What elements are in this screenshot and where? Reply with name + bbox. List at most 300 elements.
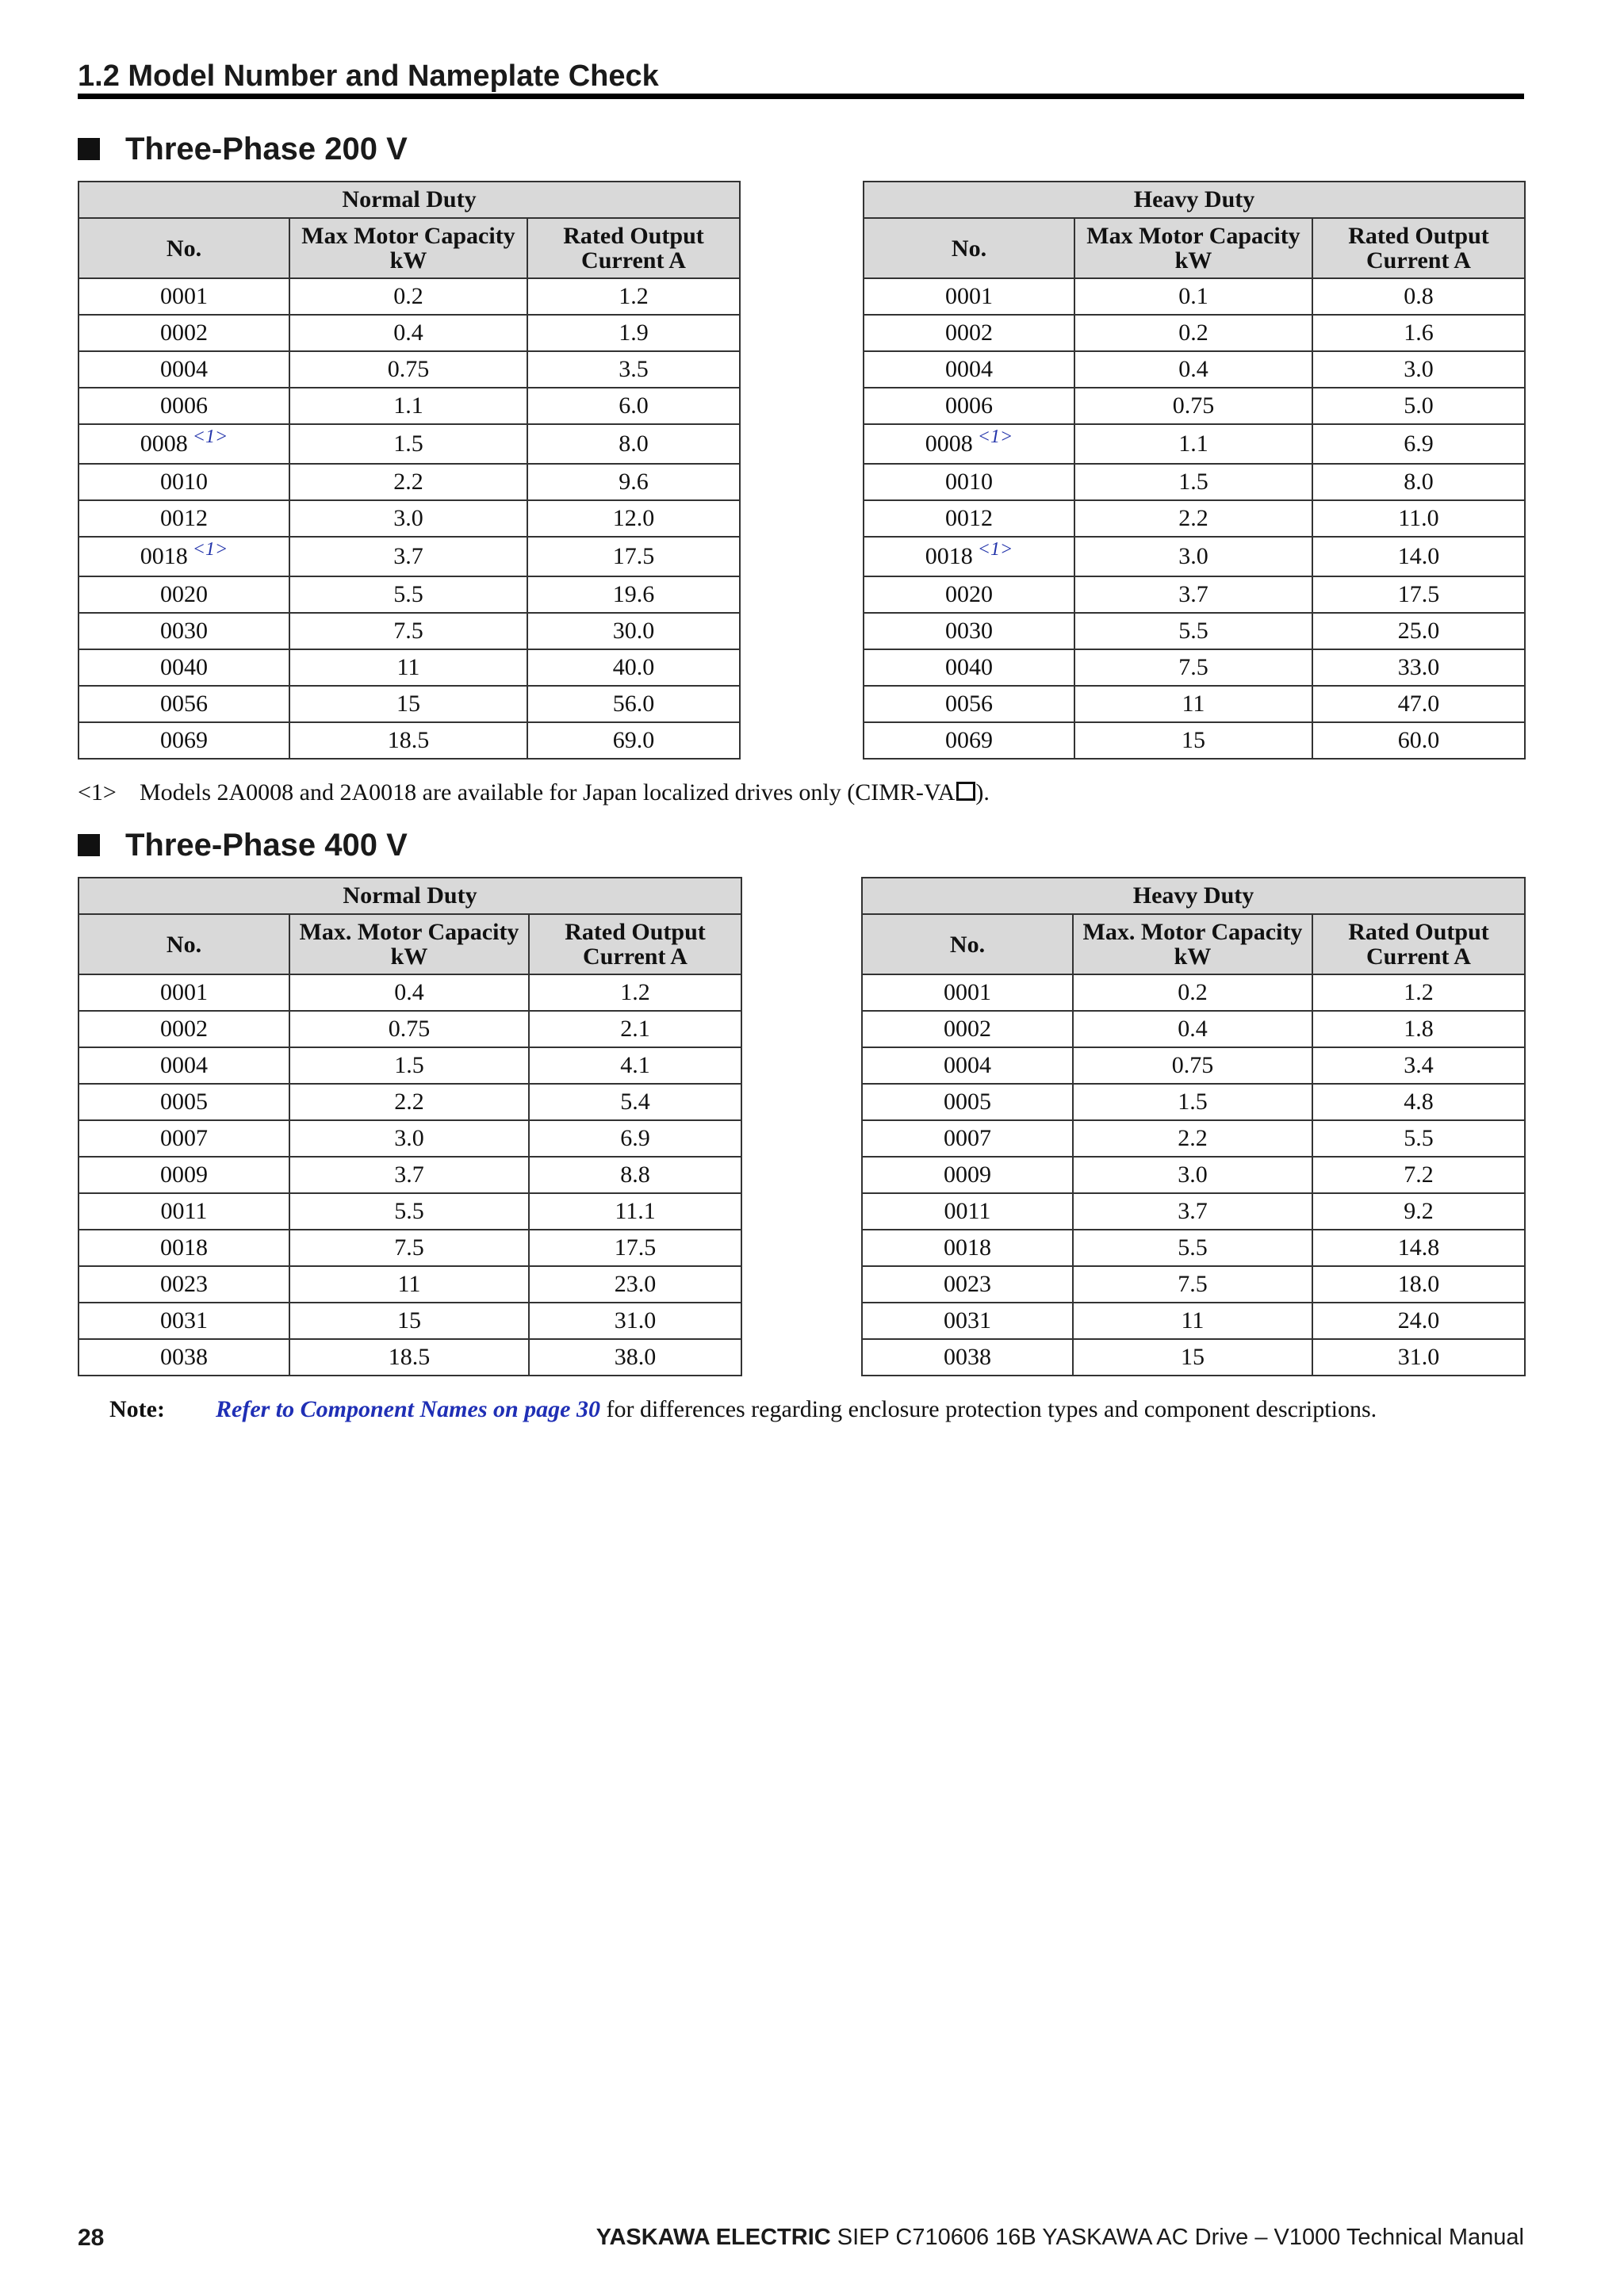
cell-model-no [864, 424, 1074, 464]
cell-current-a: 1.2 [527, 278, 740, 315]
cell-capacity-kw: 0.75 [1073, 1047, 1312, 1084]
model-no-text: 0004 [160, 1052, 208, 1078]
cell-capacity-kw: 0.75 [1074, 388, 1312, 424]
cell-capacity-kw: 11 [289, 1266, 529, 1303]
cell-capacity-kw: 0.1 [1074, 278, 1312, 315]
cell-model-no [864, 464, 1074, 500]
cell-current-a: 30.0 [527, 613, 740, 649]
table-row [864, 424, 1525, 464]
footnote-ref-link[interactable]: <1> [977, 427, 1013, 447]
footer-doc-info [596, 2225, 1524, 2251]
table-row [862, 1193, 1525, 1230]
table-row [864, 500, 1525, 537]
footnote-suffix: ). [975, 779, 990, 806]
component-names-link[interactable]: Refer to Component Names on page 30 [216, 1396, 600, 1422]
cell-capacity-kw: 15 [289, 1303, 529, 1339]
col-header-no: No. [79, 218, 289, 278]
table-row [79, 1303, 741, 1339]
cell-capacity-kw: 3.0 [1073, 1157, 1312, 1193]
cell-capacity-kw: 2.2 [1073, 1120, 1312, 1157]
model-no-text: 0005 [160, 1089, 208, 1115]
model-no-text: 0006 [160, 392, 208, 419]
cell-capacity-kw: 1.5 [1074, 464, 1312, 500]
footnote-ref-link[interactable]: <1> [192, 427, 228, 447]
table-row [79, 388, 740, 424]
table-row [864, 686, 1525, 722]
table-400v-heavy-duty [861, 877, 1526, 1376]
col-header-capacity-line1: Max Motor Capacity [1086, 223, 1300, 249]
col-header-capacity [1073, 914, 1312, 974]
model-no-text: 0040 [160, 654, 208, 680]
cell-capacity-kw: 1.1 [1074, 424, 1312, 464]
cell-capacity-kw: 2.2 [289, 464, 527, 500]
footnote-ref-link[interactable]: <1> [977, 539, 1013, 560]
model-no-text: 0009 [944, 1161, 991, 1188]
square-bullet-icon [78, 834, 100, 856]
cell-capacity-kw: 0.75 [289, 1011, 529, 1047]
cell-capacity-kw: 3.7 [289, 537, 527, 576]
col-header-current-line1: Rated Output [565, 919, 706, 945]
cell-current-a: 38.0 [529, 1339, 741, 1376]
model-no-text: 0010 [945, 469, 993, 495]
footnote-mark: <1> [78, 779, 117, 806]
cell-model-no [79, 722, 289, 759]
table-row [862, 1266, 1525, 1303]
table-row [79, 278, 740, 315]
cell-current-a: 8.0 [527, 424, 740, 464]
cell-model-no [864, 278, 1074, 315]
table-row [864, 351, 1525, 388]
cell-capacity-kw: 5.5 [1073, 1230, 1312, 1266]
table-row [864, 278, 1525, 315]
cell-current-a: 8.0 [1312, 464, 1525, 500]
cell-current-a: 60.0 [1312, 722, 1525, 759]
cell-model-no [79, 613, 289, 649]
cell-capacity-kw: 5.5 [1074, 613, 1312, 649]
model-no-text: 0031 [944, 1307, 991, 1334]
cell-model-no [79, 576, 289, 613]
cell-model-no [79, 500, 289, 537]
model-no-text: 0008 [925, 430, 973, 457]
table-row [79, 1193, 741, 1230]
model-no-text: 0020 [945, 581, 993, 607]
table-row [79, 1084, 741, 1120]
cell-capacity-kw: 0.2 [1074, 315, 1312, 351]
model-no-text: 0012 [945, 505, 993, 531]
cell-capacity-kw: 7.5 [1074, 649, 1312, 686]
col-header-no: No. [864, 218, 1074, 278]
section-rule [78, 94, 1524, 99]
table-row [79, 315, 740, 351]
cell-capacity-kw: 15 [1073, 1339, 1312, 1376]
cell-capacity-kw: 3.7 [1073, 1193, 1312, 1230]
table-row [864, 576, 1525, 613]
table-row [79, 424, 740, 464]
cell-model-no [862, 1011, 1073, 1047]
note [109, 1394, 1377, 1425]
duty-group-header: Normal Duty [79, 182, 740, 218]
square-bullet-icon [78, 138, 100, 160]
model-no-text: 0002 [160, 320, 208, 346]
col-header-current [527, 218, 740, 278]
col-header-capacity-line2: kW [1174, 943, 1212, 970]
cell-model-no [79, 1193, 289, 1230]
col-header-capacity-line2: kW [390, 943, 428, 970]
cell-model-no [862, 1303, 1073, 1339]
table-row [862, 1230, 1525, 1266]
model-no-text: 0012 [160, 505, 208, 531]
model-no-text: 0069 [945, 727, 993, 753]
cell-capacity-kw: 0.4 [1073, 1011, 1312, 1047]
model-no-text: 0004 [160, 356, 208, 382]
model-no-text: 0002 [944, 1016, 991, 1042]
model-no-text: 0023 [160, 1271, 208, 1297]
table-row [79, 1011, 741, 1047]
table-200v-normal-duty [78, 181, 741, 760]
cell-model-no [864, 537, 1074, 576]
model-no-text: 0040 [945, 654, 993, 680]
cell-current-a: 4.1 [529, 1047, 741, 1084]
cell-model-no [862, 1157, 1073, 1193]
cell-capacity-kw: 15 [289, 686, 527, 722]
model-no-text: 0030 [945, 618, 993, 644]
cell-current-a: 17.5 [529, 1230, 741, 1266]
cell-model-no [864, 722, 1074, 759]
col-header-current-line2: Current A [581, 247, 686, 274]
cell-current-a: 1.2 [529, 974, 741, 1011]
cell-capacity-kw: 5.5 [289, 1193, 529, 1230]
cell-current-a: 5.5 [1312, 1120, 1525, 1157]
cell-current-a: 11.1 [529, 1193, 741, 1230]
col-header-capacity-line2: kW [1174, 247, 1212, 274]
model-no-text: 0005 [944, 1089, 991, 1115]
cell-current-a: 69.0 [527, 722, 740, 759]
cell-model-no [864, 613, 1074, 649]
model-no-text: 0018 [160, 1234, 208, 1261]
table-row [79, 351, 740, 388]
cell-capacity-kw: 0.2 [289, 278, 527, 315]
col-header-current-line2: Current A [583, 943, 688, 970]
cell-model-no [79, 537, 289, 576]
table-row [79, 1339, 741, 1376]
cell-current-a: 12.0 [527, 500, 740, 537]
cell-current-a: 1.2 [1312, 974, 1525, 1011]
cell-capacity-kw: 0.2 [1073, 974, 1312, 1011]
cell-model-no [79, 1084, 289, 1120]
model-no-text: 0011 [944, 1198, 991, 1224]
column-header-row [864, 218, 1525, 278]
cell-model-no [79, 1230, 289, 1266]
col-header-capacity-line1: Max Motor Capacity [301, 223, 515, 249]
model-no-text: 0007 [944, 1125, 991, 1151]
cell-current-a: 25.0 [1312, 613, 1525, 649]
table-row [862, 1339, 1525, 1376]
cell-model-no [79, 1266, 289, 1303]
group-header-row [79, 182, 740, 218]
col-header-capacity [1074, 218, 1312, 278]
footer-brand: YASKAWA ELECTRIC [596, 2225, 831, 2250]
cell-current-a: 19.6 [527, 576, 740, 613]
cell-capacity-kw: 1.5 [289, 1047, 529, 1084]
heading-400v [78, 826, 408, 864]
cell-model-no [79, 974, 289, 1011]
cell-current-a: 9.2 [1312, 1193, 1525, 1230]
cell-current-a: 2.1 [529, 1011, 741, 1047]
cell-capacity-kw: 3.7 [289, 1157, 529, 1193]
col-header-no: No. [79, 914, 289, 974]
cell-current-a: 40.0 [527, 649, 740, 686]
cell-model-no [79, 351, 289, 388]
cell-model-no [79, 1011, 289, 1047]
cell-capacity-kw: 5.5 [289, 576, 527, 613]
table-row [79, 1120, 741, 1157]
cell-capacity-kw: 7.5 [289, 613, 527, 649]
model-no-text: 0001 [944, 979, 991, 1005]
cell-model-no [862, 1084, 1073, 1120]
cell-model-no [79, 1120, 289, 1157]
cell-capacity-kw: 1.5 [289, 424, 527, 464]
model-no-text: 0030 [160, 618, 208, 644]
cell-model-no [79, 649, 289, 686]
col-header-capacity-line1: Max. Motor Capacity [1082, 919, 1303, 945]
cell-model-no [862, 1266, 1073, 1303]
table-row [862, 974, 1525, 1011]
footnote-ref-link[interactable]: <1> [192, 539, 228, 560]
col-header-current [1312, 914, 1525, 974]
cell-capacity-kw: 0.4 [289, 974, 529, 1011]
table-row [862, 1120, 1525, 1157]
table-200v-heavy-duty [863, 181, 1526, 760]
cell-capacity-kw: 7.5 [289, 1230, 529, 1266]
cell-capacity-kw: 7.5 [1073, 1266, 1312, 1303]
cell-capacity-kw: 0.4 [289, 315, 527, 351]
table-row [79, 686, 740, 722]
cell-current-a: 1.6 [1312, 315, 1525, 351]
cell-model-no [864, 351, 1074, 388]
cell-current-a: 0.8 [1312, 278, 1525, 315]
model-no-text: 0018 [140, 543, 188, 569]
cell-current-a: 17.5 [1312, 576, 1525, 613]
table-row [79, 537, 740, 576]
cell-capacity-kw: 0.4 [1074, 351, 1312, 388]
col-header-current-line1: Rated Output [1348, 223, 1489, 249]
col-header-capacity-line2: kW [389, 247, 427, 274]
cell-current-a: 17.5 [527, 537, 740, 576]
cell-model-no [864, 649, 1074, 686]
cell-current-a: 56.0 [527, 686, 740, 722]
model-no-text: 0056 [160, 691, 208, 717]
cell-model-no [862, 1193, 1073, 1230]
footer-doc-title: SIEP C710606 16B YASKAWA AC Drive – V1000 Technical Manual [830, 2225, 1524, 2250]
table-row [864, 649, 1525, 686]
cell-model-no [864, 315, 1074, 351]
box-placeholder-icon [956, 782, 975, 801]
table-row [79, 974, 741, 1011]
model-no-text: 0002 [160, 1016, 208, 1042]
cell-current-a: 1.9 [527, 315, 740, 351]
table-row [79, 613, 740, 649]
cell-model-no [79, 1303, 289, 1339]
table-row [79, 500, 740, 537]
model-no-text: 0038 [160, 1344, 208, 1370]
model-no-text: 0038 [944, 1344, 991, 1370]
cell-capacity-kw: 11 [1073, 1303, 1312, 1339]
cell-current-a: 6.0 [527, 388, 740, 424]
table-row [79, 464, 740, 500]
table-400v-normal-duty [78, 877, 742, 1376]
model-no-text: 0020 [160, 581, 208, 607]
cell-current-a: 1.8 [1312, 1011, 1525, 1047]
cell-current-a: 7.2 [1312, 1157, 1525, 1193]
heading-200v-text: Three-Phase 200 V [125, 132, 408, 166]
col-header-capacity [289, 914, 529, 974]
cell-model-no [79, 388, 289, 424]
col-header-current-line1: Rated Output [1348, 919, 1489, 945]
table-row [862, 1047, 1525, 1084]
table-row [79, 576, 740, 613]
cell-current-a: 14.8 [1312, 1230, 1525, 1266]
cell-model-no [864, 686, 1074, 722]
cell-current-a: 31.0 [1312, 1339, 1525, 1376]
cell-capacity-kw: 1.5 [1073, 1084, 1312, 1120]
cell-capacity-kw: 2.2 [289, 1084, 529, 1120]
group-header-row [862, 878, 1525, 914]
cell-model-no [864, 388, 1074, 424]
col-header-capacity [289, 218, 527, 278]
column-header-row [79, 218, 740, 278]
note-label: Note: [109, 1396, 165, 1422]
duty-group-header: Normal Duty [79, 878, 741, 914]
table-row [864, 315, 1525, 351]
column-header-row [862, 914, 1525, 974]
cell-current-a: 3.5 [527, 351, 740, 388]
table-row [864, 388, 1525, 424]
group-header-row [864, 182, 1525, 218]
cell-current-a: 47.0 [1312, 686, 1525, 722]
cell-model-no [862, 1230, 1073, 1266]
table-row [864, 464, 1525, 500]
cell-model-no [862, 974, 1073, 1011]
model-no-text: 0006 [945, 392, 993, 419]
cell-current-a: 5.4 [529, 1084, 741, 1120]
cell-current-a: 4.8 [1312, 1084, 1525, 1120]
cell-capacity-kw: 18.5 [289, 722, 527, 759]
page-number: 28 [78, 2225, 105, 2251]
model-no-text: 0018 [944, 1234, 991, 1261]
model-no-text: 0004 [945, 356, 993, 382]
cell-current-a: 9.6 [527, 464, 740, 500]
model-no-text: 0001 [160, 979, 208, 1005]
model-no-text: 0008 [140, 430, 188, 457]
cell-current-a: 6.9 [1312, 424, 1525, 464]
model-no-text: 0007 [160, 1125, 208, 1151]
cell-model-no [79, 278, 289, 315]
col-header-current [1312, 218, 1525, 278]
col-header-capacity-line1: Max. Motor Capacity [299, 919, 519, 945]
model-no-text: 0001 [160, 283, 208, 309]
cell-model-no [79, 315, 289, 351]
table-row [79, 722, 740, 759]
model-no-text: 0010 [160, 469, 208, 495]
duty-group-header: Heavy Duty [862, 878, 1525, 914]
table-row [79, 1266, 741, 1303]
cell-capacity-kw: 3.0 [289, 500, 527, 537]
cell-model-no [79, 686, 289, 722]
model-no-text: 0023 [944, 1271, 991, 1297]
table-row [862, 1084, 1525, 1120]
note-text: for differences regarding enclosure protection types and component descriptions. [600, 1396, 1377, 1422]
cell-current-a: 8.8 [529, 1157, 741, 1193]
table-row [864, 722, 1525, 759]
cell-model-no [79, 424, 289, 464]
model-no-text: 0002 [945, 320, 993, 346]
cell-model-no [79, 1157, 289, 1193]
model-no-text: 0069 [160, 727, 208, 753]
cell-current-a: 24.0 [1312, 1303, 1525, 1339]
cell-capacity-kw: 11 [1074, 686, 1312, 722]
cell-capacity-kw: 15 [1074, 722, 1312, 759]
duty-group-header: Heavy Duty [864, 182, 1525, 218]
section-title: 1.2 Model Number and Nameplate Check [78, 59, 659, 93]
model-no-text: 0018 [925, 543, 973, 569]
cell-current-a: 6.9 [529, 1120, 741, 1157]
col-header-current-line1: Rated Output [563, 223, 704, 249]
cell-current-a: 14.0 [1312, 537, 1525, 576]
col-header-current-line2: Current A [1366, 247, 1471, 274]
cell-current-a: 3.0 [1312, 351, 1525, 388]
table-row [862, 1011, 1525, 1047]
model-no-text: 0001 [945, 283, 993, 309]
heading-200v [78, 130, 408, 168]
cell-model-no [79, 1047, 289, 1084]
cell-current-a: 33.0 [1312, 649, 1525, 686]
column-header-row [79, 914, 741, 974]
cell-capacity-kw: 3.7 [1074, 576, 1312, 613]
footnote-1 [78, 777, 990, 809]
col-header-current-line2: Current A [1366, 943, 1471, 970]
cell-model-no [862, 1120, 1073, 1157]
cell-capacity-kw: 2.2 [1074, 500, 1312, 537]
cell-capacity-kw: 11 [289, 649, 527, 686]
cell-current-a: 31.0 [529, 1303, 741, 1339]
cell-capacity-kw: 3.0 [1074, 537, 1312, 576]
table-row [862, 1303, 1525, 1339]
cell-model-no [862, 1339, 1073, 1376]
heading-400v-text: Three-Phase 400 V [125, 828, 408, 863]
model-no-text: 0009 [160, 1161, 208, 1188]
table-row [79, 649, 740, 686]
cell-capacity-kw: 3.0 [289, 1120, 529, 1157]
col-header-no: No. [862, 914, 1073, 974]
table-row [79, 1157, 741, 1193]
model-no-text: 0004 [944, 1052, 991, 1078]
cell-current-a: 18.0 [1312, 1266, 1525, 1303]
cell-current-a: 11.0 [1312, 500, 1525, 537]
table-row [862, 1157, 1525, 1193]
cell-model-no [79, 1339, 289, 1376]
table-row [79, 1047, 741, 1084]
cell-model-no [864, 500, 1074, 537]
col-header-current [529, 914, 741, 974]
cell-capacity-kw: 18.5 [289, 1339, 529, 1376]
cell-capacity-kw: 1.1 [289, 388, 527, 424]
cell-current-a: 23.0 [529, 1266, 741, 1303]
cell-capacity-kw: 0.75 [289, 351, 527, 388]
cell-model-no [864, 576, 1074, 613]
cell-model-no [79, 464, 289, 500]
table-row [79, 1230, 741, 1266]
cell-current-a: 3.4 [1312, 1047, 1525, 1084]
